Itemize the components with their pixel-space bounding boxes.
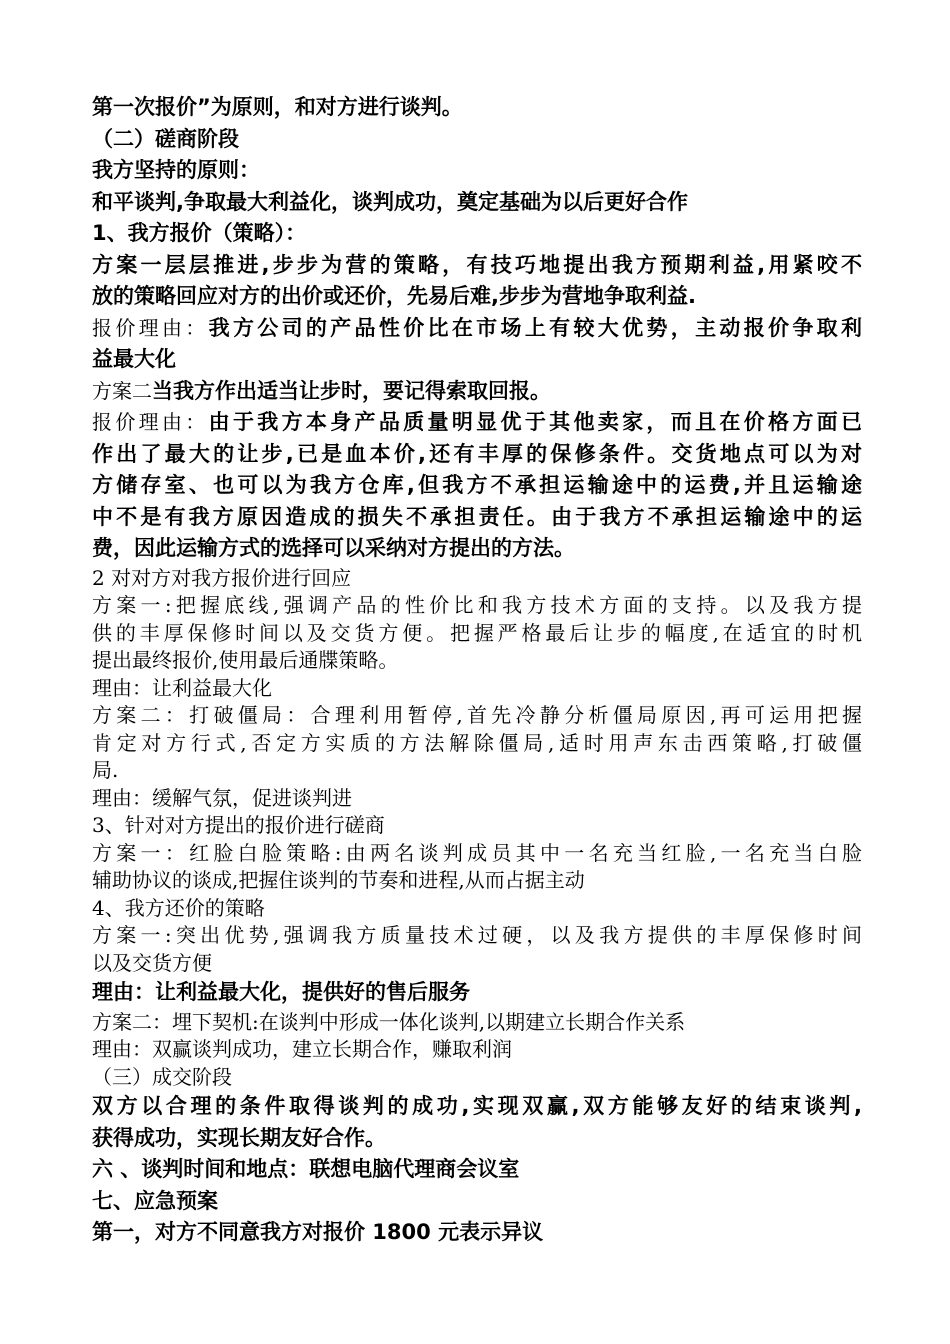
text-line: 获得成功，实现长期友好合作。: [92, 1125, 386, 1150]
reason-label: 报价理由：: [92, 315, 209, 340]
text-line: 理由：缓解气氛，促进谈判进: [92, 785, 352, 810]
text-line: 供的丰厚保修时间以及交货方便。把握严格最后让步的幅度,在适宜的时机: [92, 620, 862, 645]
text-line: 辅助协议的谈成,把握住谈判的节奏和进程,从而占据主动: [92, 868, 585, 892]
text-line: 第一，对方不同意我方对报价 1800 元表示异议: [92, 1220, 544, 1244]
plan-label: 方案二: [92, 378, 152, 403]
text-line: 局.: [92, 758, 119, 782]
text-line: 放的策略回应对方的出价或还价，先易后难,步步为营地争取利益.: [92, 284, 696, 308]
sub-heading: 4、我方还价的策略: [92, 895, 265, 920]
reason-text: 我方公司的产品性价比在市场上有较大优势，主动报价争取利: [208, 315, 862, 340]
reason-text: 由于我方本身产品质量明显优于其他卖家，而且在价格方面已: [208, 410, 862, 434]
sub-heading: 3、针对对方提出的报价进行磋商: [92, 813, 385, 837]
section-heading: （二）磋商阶段: [92, 126, 239, 151]
plan-text: 当我方作出适当让步时，要记得索取回报。: [152, 378, 551, 403]
text-line: 方案一：红脸白脸策略:由两名谈判成员其中一名充当红脸,一名充当白脸: [92, 840, 862, 865]
text-line: 理由：双赢谈判成功，建立长期合作，赚取利润: [92, 1037, 512, 1061]
text-line: 益最大化: [92, 347, 176, 371]
text-line: 双方以合理的条件取得谈判的成功,实现双赢,双方能够友好的结束谈判,: [92, 1094, 862, 1118]
document-page: [92, 92, 862, 1249]
section-heading: 六 、谈判时间和地点：联想电脑代理商会议室: [92, 1157, 520, 1181]
sub-heading: 1、我方报价（策略）：: [92, 221, 307, 245]
text-line: 方案一:突出优势,强调我方质量技术过硬，以及我方提供的丰厚保修时间: [92, 923, 862, 947]
text-line: [92, 313, 862, 345]
sub-heading: 2 对对方对我方报价进行回应: [92, 565, 352, 590]
text-line: 第一次报价”为原则，和对方进行谈判。: [92, 95, 463, 119]
text-line: 理由：让利益最大化，提供好的售后服务: [92, 980, 470, 1004]
text-line: 以及交货方便: [92, 950, 212, 975]
text-line: 肯定对方行式,否定方实质的方法解除僵局,适时用声东击西策略,打破僵: [92, 730, 862, 755]
text-line: 理由：让利益最大化: [92, 675, 272, 700]
text-line: 方储存室、也可以为我方仓库,但我方不承担运输途中的运费,并且运输途: [92, 473, 862, 497]
text-line: 中不是有我方原因造成的损失不承担责任。由于我方不承担运输途中的运: [92, 504, 862, 529]
section-heading: （三）成交阶段: [92, 1064, 232, 1089]
text-line: 和平谈判,争取最大利益化，谈判成功，奠定基础为以后更好合作: [92, 189, 688, 214]
text-line: 作出了最大的让步,已是血本价,还有丰厚的保修条件。交货地点可以为对: [92, 441, 862, 466]
text-line: 方案一层层推进,步步为营的策略，有技巧地提出我方预期利益,用紧咬不: [92, 252, 862, 277]
text-line: 方案二：打破僵局：合理利用暂停,首先冷静分析僵局原因,再可运用把握: [92, 703, 862, 727]
text-line: 费，因此运输方式的选择可以采纳对方提出的方法。: [92, 536, 575, 560]
text-line: 方案一:把握底线,强调产品的性价比和我方技术方面的支持。以及我方提: [92, 593, 862, 617]
text-line: 方案二：埋下契机:在谈判中形成一体化谈判,以期建立长期合作关系: [92, 1009, 686, 1034]
reason-label: 报价理由：: [92, 410, 209, 434]
section-heading: 七、应急预案: [92, 1188, 218, 1213]
text-line: 提出最终报价,使用最后通牒策略。: [92, 648, 399, 672]
text-line: 我方坚持的原则：: [92, 158, 260, 182]
text-line: [92, 376, 862, 408]
text-line: [92, 407, 862, 439]
